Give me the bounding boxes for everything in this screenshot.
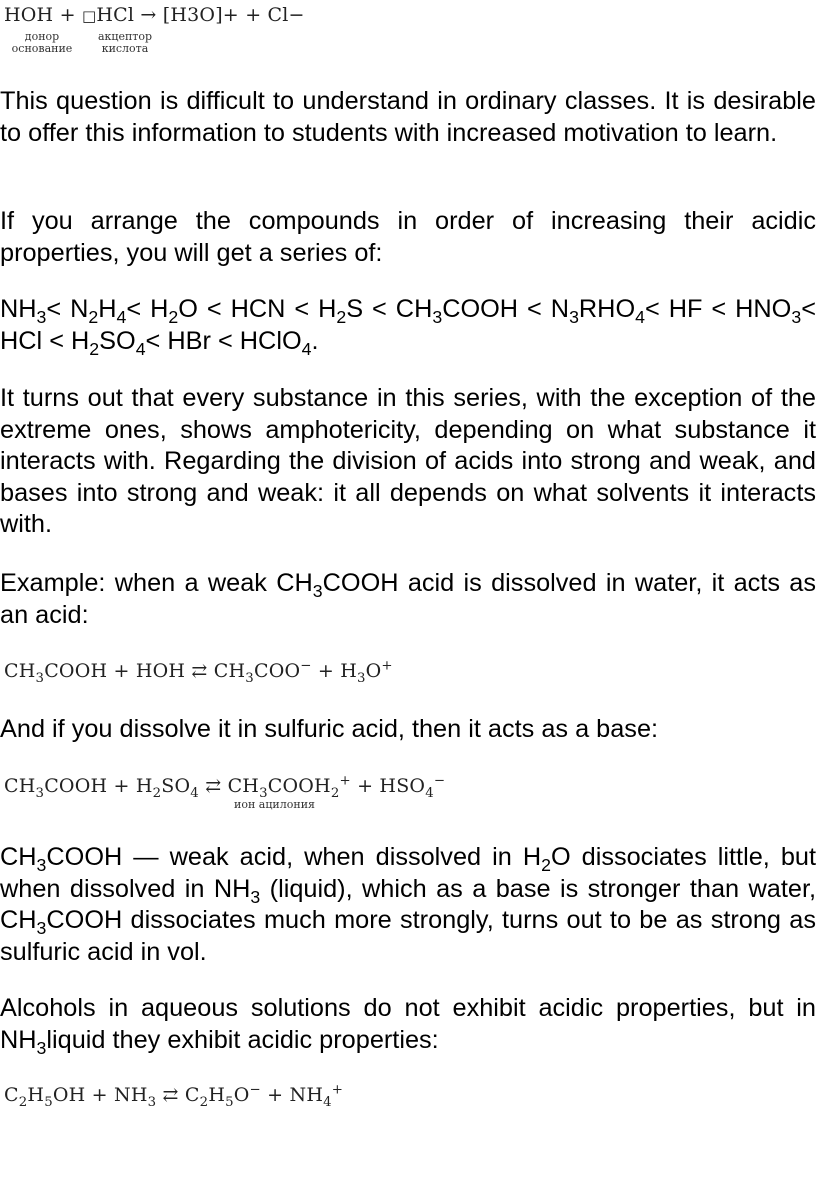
equation-hcl-water	[4, 4, 305, 55]
series-item: $N_2H_4$	[70, 295, 127, 328]
equation-ethanol-ammonia	[4, 1082, 344, 1110]
series-item: HF	[668, 295, 703, 323]
series-item: $NH_3$	[0, 295, 47, 328]
equation-acetic-sulfuric-formula: $CH_3COOH + H_2SO_4$ ⇄ $CH_3COOH_2^+ + HSO_4^-$	[4, 773, 446, 801]
paragraph-example-water: Example: when a weak $CH_3COOH$ acid is dissolved in water, it acts as an acid:	[0, 569, 816, 629]
reaction-arrow: →	[140, 4, 157, 26]
label-acceptor: акцептор	[97, 30, 153, 43]
equation-hcl-water-formula	[4, 4, 305, 26]
formula-chloride: + Cl−	[245, 4, 305, 26]
series-item: $H_2O$	[150, 295, 198, 328]
equation-acetic-water-formula: $CH_3COOH$ + HOH ⇄ $CH_3COO^- + H_3O^+$	[4, 658, 393, 686]
label-base: основание	[11, 42, 73, 55]
series-item: HClO$_4$	[239, 326, 312, 359]
label-acceptor-acid	[90, 31, 160, 55]
paragraph-example-sulfuric: And if you dissolve it in sulfuric acid, then it acts as a base:	[0, 715, 659, 743]
label-donor-base	[6, 31, 78, 55]
formula-hcl: HCl	[96, 4, 135, 26]
series-item: HCN	[230, 295, 286, 323]
paragraph-amphotericity: It turns out that every substance in this series, with the exception of the extreme ones, shows amphotericity, depending on what substance it interacts with. Regarding the division of acids into strong and weak, and bases into strong and weak: it all depends on what solvents it interacts with.	[0, 384, 816, 538]
equation-acetic-water	[4, 658, 393, 686]
series-item: HBr	[167, 326, 211, 355]
paragraph-acetic-dissociation: $CH_3COOH$ — weak acid, when dissolved in $H_2O$ dissociates little, but when dissolved in $NH_3$ (liquid), which as a base is stronger than water, $CH_3COOH$ dissociates much more strongly, turns out to be as strong as sulfuric acid in vol.	[0, 843, 816, 966]
paragraph-acidity-series: $NH_3< N_2H_4< H_2O$ < HCN < $H_2S$ < $CH_3COOH < N_3RHO_4<$ HF < $HNO_3<$ HCl < $H_2SO_4<$ HBr < HClO$_4$.	[0, 295, 816, 359]
paragraph-alcohols: Alcohols in aqueous solutions do not exhibit acidic properties, but in $NH_3liquid$ they exhibit acidic properties:	[0, 994, 816, 1058]
label-acid: кислота	[101, 42, 149, 55]
formula-hoh: HOH	[4, 4, 54, 26]
label-acylonium-ion: ион ацилония	[234, 798, 315, 811]
formula-hydronium: [H3O]+	[162, 4, 239, 26]
series-item: $N_3RHO_4$	[550, 295, 645, 328]
series-item: $HNO_3$	[735, 295, 802, 328]
label-donor: донор	[24, 30, 60, 43]
equation-ethanol-ammonia-formula: $C_2H_5OH + NH_3$ ⇄ $C_2H_5O^- + NH_4^+$	[4, 1082, 344, 1110]
series-item: $H_2S$	[318, 295, 364, 328]
plus-sign: +	[59, 4, 76, 26]
empty-orbital-box: □	[81, 7, 97, 25]
paragraph-series-intro: If you arrange the compounds in order of increasing their acidic properties, you will get a series of:	[0, 207, 816, 267]
equation-acetic-sulfuric	[4, 773, 446, 811]
paragraph-intro: This question is difficult to understand in ordinary classes. It is desirable to offer this information to students with increased motivation to learn.	[0, 87, 816, 147]
series-item: $H_2SO_4$	[71, 326, 146, 359]
series-item: HCl	[0, 326, 43, 355]
series-item: $CH_3COOH$	[395, 295, 519, 328]
